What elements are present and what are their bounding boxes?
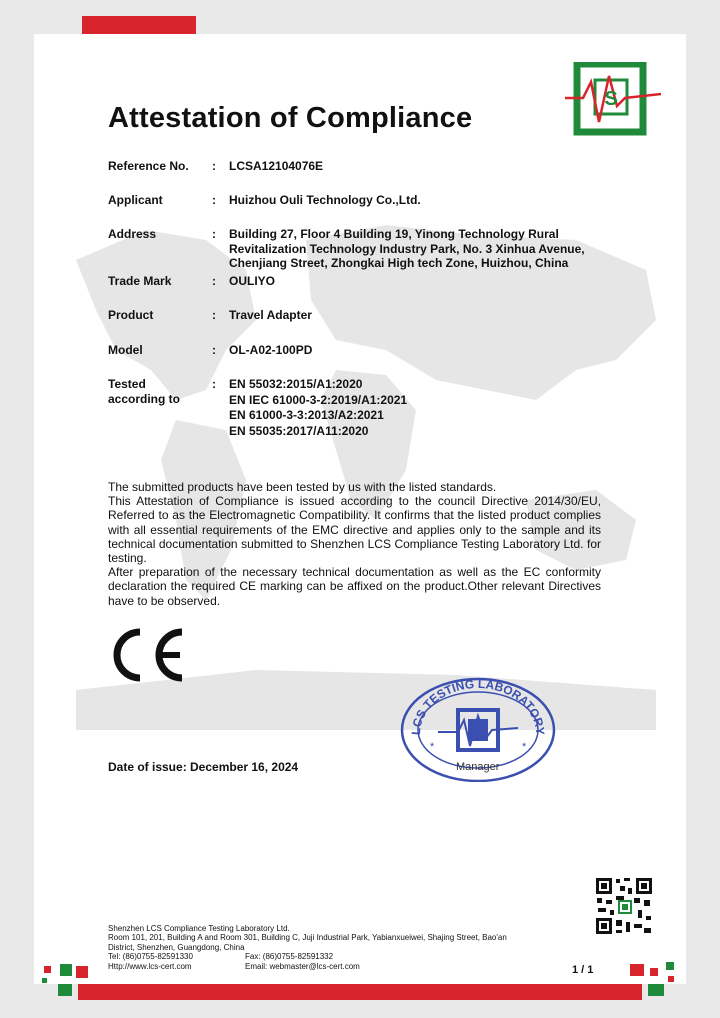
tested-label-line: according to xyxy=(108,391,181,406)
footer-tel: Tel: (86)0755-82591330 xyxy=(108,952,193,962)
svg-text:S: S xyxy=(604,88,618,110)
corner-square-deco xyxy=(630,964,644,976)
bottom-red-bar xyxy=(78,984,642,1000)
standard-item: EN 55035:2017/A11:2020 xyxy=(229,423,369,438)
tested-label xyxy=(108,377,206,406)
tested-colon: : xyxy=(212,377,216,391)
product-colon: : xyxy=(212,308,216,322)
address-line: Revitalization Technology Industry Park, No. 3 Xinhua Avenue, xyxy=(229,241,585,256)
statement-paragraph: The submitted products have been tested by us with the listed standards. xyxy=(108,480,497,494)
reference-value: LCSA12104076E xyxy=(229,159,324,173)
date-of-issue: Date of issue: December 16, 2024 xyxy=(108,760,299,774)
trade-mark-value: OULIYO xyxy=(229,274,276,288)
corner-square-deco xyxy=(650,968,658,976)
manager-signature-label: Manager xyxy=(456,761,500,773)
standard-item: EN 55032:2015/A1:2020 xyxy=(229,377,363,391)
footer-company: Shenzhen LCS Compliance Testing Laboratory Ltd. xyxy=(108,924,290,933)
address-label: Address xyxy=(108,227,157,241)
corner-square-deco xyxy=(60,964,72,976)
svg-text:*: * xyxy=(430,741,435,753)
applicant-colon: : xyxy=(212,193,216,207)
model-colon: : xyxy=(212,343,216,357)
corner-square-deco xyxy=(668,976,674,982)
footer-email: Email: webmaster@lcs-cert.com xyxy=(245,961,360,971)
reference-colon: : xyxy=(212,159,216,173)
corner-square-deco xyxy=(58,984,72,996)
statement-paragraph: This Attestation of Compliance is issued according to the council Directive 2014/30/EU, Referred to as the Electromagnetic Compatibility. It confirms that the listed product complies with all essential requirements of the EMC directive and applies only to the sample and its technical documentation submitted to Shenzhen LCS Compliance Testing Laboratory Ltd. for testing. xyxy=(108,494,601,566)
footer-address-line: Room 101, 201, Building A and Room 301, Building C, Juji Industrial Park, Yabianxueiwei, Shajing Street, Bao'an xyxy=(108,933,507,943)
tested-label-line: Tested xyxy=(108,377,146,391)
footer-address-line: District, Shenzhen, Guangdong, China xyxy=(108,942,245,952)
product-label: Product xyxy=(108,308,154,322)
address-colon: : xyxy=(212,227,216,241)
corner-square-deco xyxy=(42,978,47,983)
statement-paragraph: After preparation of the necessary technical documentation as well as the EC conformity declaration the required CE marking can be affixed on the product.Other relevant Directives have to be observed. xyxy=(108,565,601,608)
address-line: Chenjiang Street, Zhongkai High tech Zone, Huizhou, China xyxy=(229,256,569,270)
lcs-logo xyxy=(565,62,661,136)
page-number: 1 / 1 xyxy=(572,964,594,976)
corner-square-deco xyxy=(648,984,664,996)
footer-fax: Fax: (86)0755-82591332 xyxy=(245,952,334,962)
corner-square-deco xyxy=(666,962,674,970)
applicant-value: Huizhou Ouli Technology Co.,Ltd. xyxy=(229,193,421,207)
trade-mark-label: Trade Mark xyxy=(108,274,172,288)
qr-code xyxy=(594,876,654,936)
corner-square-deco xyxy=(76,966,88,978)
trade-mark-colon: : xyxy=(212,274,216,288)
compliance-statement xyxy=(108,480,601,608)
stamp-text: LCS TESTING LABORATORY xyxy=(408,676,548,736)
standards-list xyxy=(229,377,601,439)
address-line: Building 27, Floor 4 Building 19, Yinong Technology Rural xyxy=(229,227,559,241)
product-value: Travel Adapter xyxy=(229,308,312,322)
address-value xyxy=(229,227,601,271)
reference-label: Reference No. xyxy=(108,159,189,173)
corner-square-deco xyxy=(44,966,51,973)
top-red-bar xyxy=(82,16,196,34)
standard-item: EN IEC 61000-3-2:2019/A1:2021 xyxy=(229,392,408,407)
footer-website: Http://www.lcs-cert.com xyxy=(108,961,192,971)
footer-contact xyxy=(108,924,507,971)
svg-text:*: * xyxy=(522,741,527,753)
document-title: Attestation of Compliance xyxy=(108,102,473,134)
ce-mark xyxy=(106,626,186,684)
applicant-label: Applicant xyxy=(108,193,163,207)
model-value: OL-A02-100PD xyxy=(229,343,313,357)
model-label: Model xyxy=(108,343,143,357)
standard-item: EN 61000-3-3:2013/A2:2021 xyxy=(229,408,384,422)
